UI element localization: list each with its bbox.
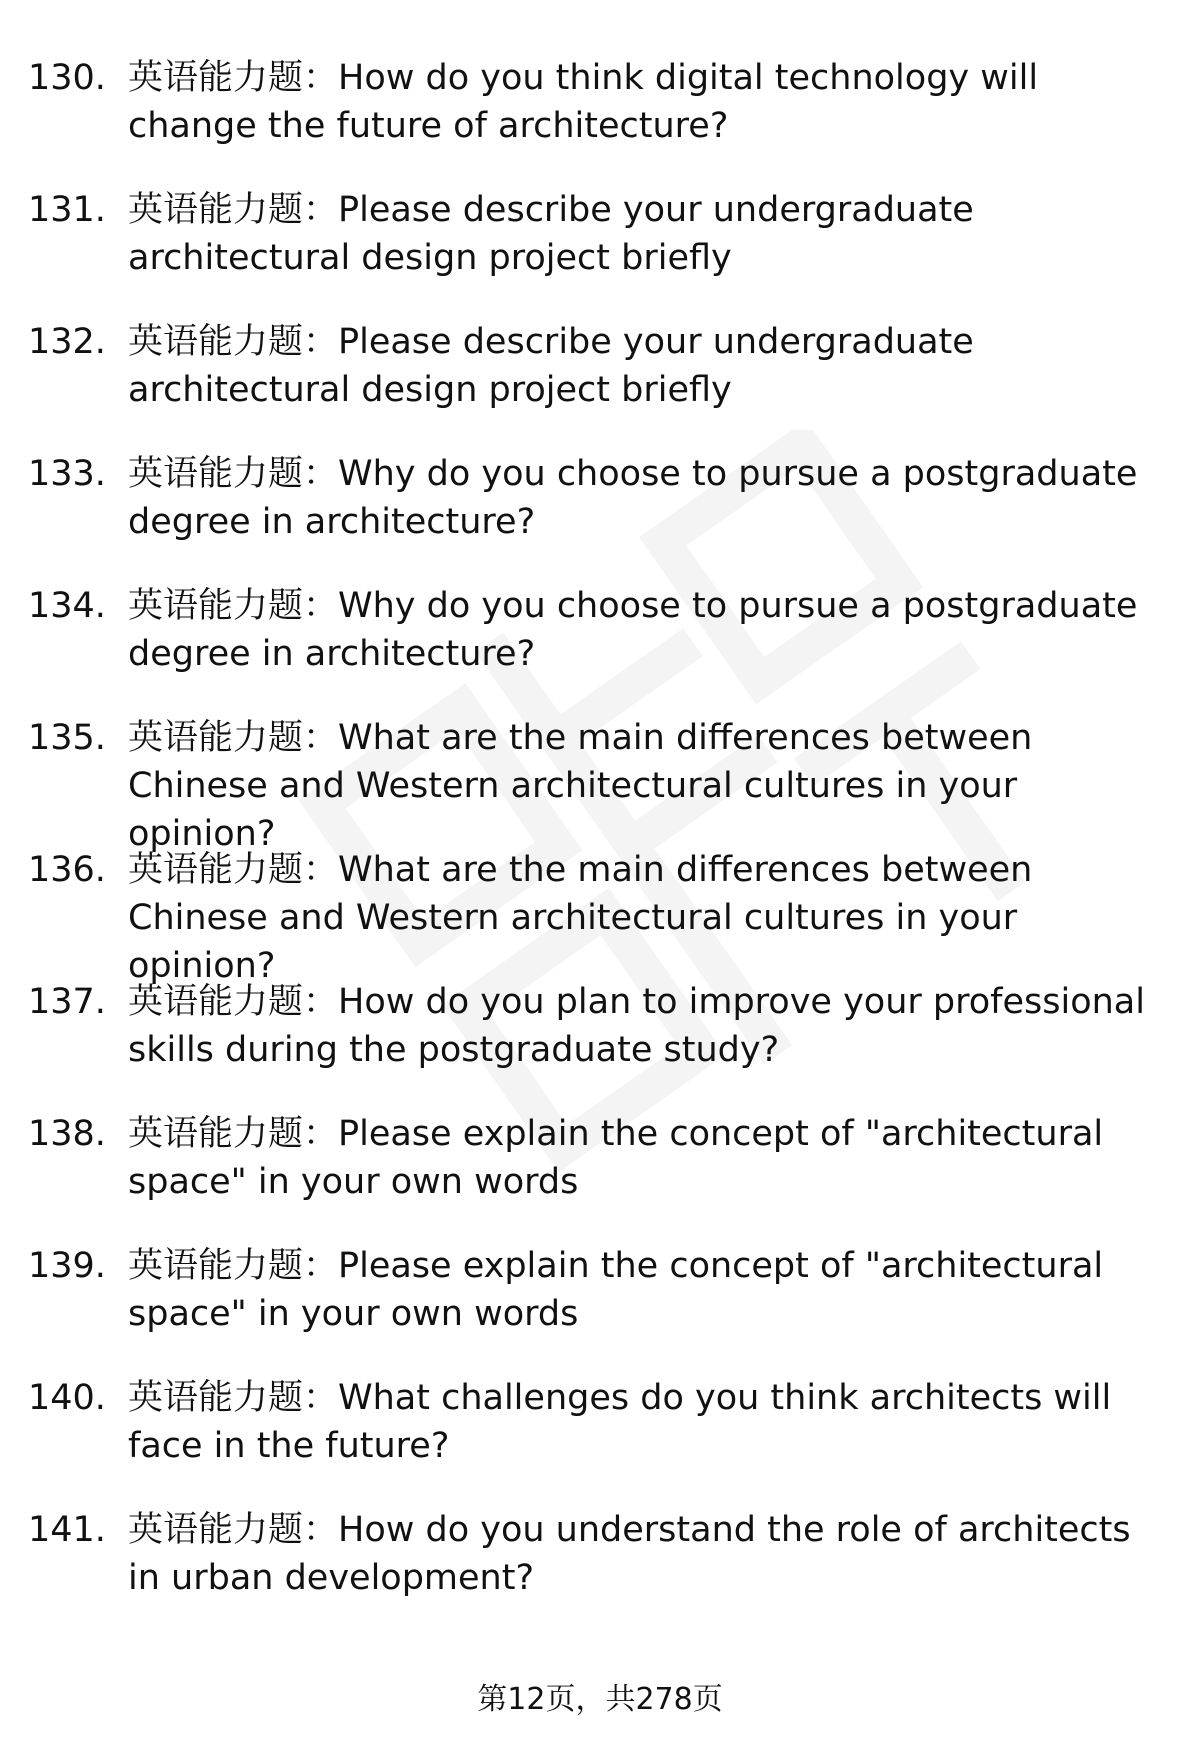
question-number: 138. xyxy=(28,1114,106,1154)
question-item xyxy=(28,846,1188,986)
question-item xyxy=(28,582,1188,714)
question-item xyxy=(28,1110,1188,1242)
page-number-footer: 第12页，共278页 xyxy=(477,1682,723,1717)
question-text: 英语能力题：Please describe your undergraduate architectural design project briefly xyxy=(128,322,974,410)
question-number: 130. xyxy=(28,58,106,98)
question-item xyxy=(28,1242,1188,1374)
question-number: 132. xyxy=(28,322,106,362)
question-number: 139. xyxy=(28,1246,106,1286)
question-text: 英语能力题：What challenges do you think architects will face in the future? xyxy=(128,1378,1112,1466)
question-list xyxy=(28,54,1188,1638)
question-text: 英语能力题：Why do you choose to pursue a postgraduate degree in architecture? xyxy=(128,586,1138,674)
question-item xyxy=(28,318,1188,450)
question-number: 140. xyxy=(28,1378,106,1418)
question-number: 133. xyxy=(28,454,106,494)
question-number: 135. xyxy=(28,718,106,758)
question-item xyxy=(28,54,1188,186)
question-text: 英语能力题：Please explain the concept of "architectural space" in your own words xyxy=(128,1246,1104,1334)
question-text: 英语能力题：Why do you choose to pursue a postgraduate degree in architecture? xyxy=(128,454,1138,542)
question-number: 134. xyxy=(28,586,106,626)
question-item xyxy=(28,1506,1188,1638)
question-number: 131. xyxy=(28,190,106,230)
question-text: 英语能力题：How do you understand the role of architects in urban development? xyxy=(128,1510,1131,1598)
question-item xyxy=(28,714,1188,854)
question-number: 136. xyxy=(28,850,106,890)
question-number: 137. xyxy=(28,982,106,1022)
question-item xyxy=(28,978,1188,1110)
question-number: 141. xyxy=(28,1510,106,1550)
question-text: 英语能力题：How do you think digital technology will change the future of architecture? xyxy=(128,58,1039,146)
question-text: 英语能力题：What are the main differences between Chinese and Western architectural cultures in your opinion? xyxy=(128,850,1033,986)
question-item xyxy=(28,450,1188,582)
question-text: 英语能力题：Please describe your undergraduate architectural design project briefly xyxy=(128,190,974,278)
question-text: 英语能力题：How do you plan to improve your professional skills during the postgraduate study? xyxy=(128,982,1145,1070)
question-item xyxy=(28,1374,1188,1506)
question-text: 英语能力题：What are the main differences between Chinese and Western architectural cultures in your opinion? xyxy=(128,718,1033,854)
question-item xyxy=(28,186,1188,318)
question-text: 英语能力题：Please explain the concept of "architectural space" in your own words xyxy=(128,1114,1104,1202)
